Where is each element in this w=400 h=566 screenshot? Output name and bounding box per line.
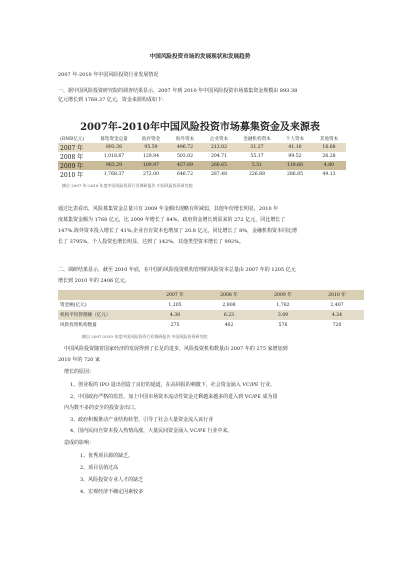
table2-header: 2008 年 xyxy=(220,293,238,298)
para3-line2: 增长到 2010 年的 2406 亿元。 xyxy=(58,278,130,284)
cell: 503.02 xyxy=(176,154,194,159)
row-year: 2008 年 xyxy=(60,154,84,161)
cell: 4.38 xyxy=(169,312,181,318)
cell: 1,018.67 xyxy=(103,154,125,159)
cell: 41.10 xyxy=(288,145,302,150)
cell: 204.71 xyxy=(210,154,228,159)
row-label: 风险投资机构数量 xyxy=(60,323,97,328)
table1-header: 海外资本 xyxy=(175,136,195,142)
section1-heading: 2007 年-2010 年中国风险投资行业发展情况 xyxy=(58,72,159,78)
table-row xyxy=(58,161,346,170)
cell: 118.66 xyxy=(286,163,304,168)
reason-item: 1、创业板的 IPO 退出创造了良好的通道，在高回报的刺激下，社会资金涌入 VC/PE 行业。 xyxy=(70,382,276,388)
cell: 646.72 xyxy=(176,172,194,177)
table2-source: 摘自 2007-2010 年度中国风险投资行业调研报告 中国风险投资研究院 xyxy=(82,334,208,339)
table1-source: 摘自 2007 年-2010 年度中国风险投资行业调研报告 中国风险投资研究院 xyxy=(62,183,193,188)
row-year: 2009 年 xyxy=(60,163,84,170)
reason-item: 内为数不多的安全的投资金出口。 xyxy=(64,405,140,411)
cell: 226.88 xyxy=(248,172,266,177)
para1-line1: 一、据中国风险投资研究院的调查结果显示，2007 年到 2010 年中国风险投资市场募集资金规模由 893.38 xyxy=(58,88,298,94)
table2-header: 2010 年 xyxy=(328,293,346,298)
cell: 26.28 xyxy=(322,154,336,159)
problem-item: 2、项目估值过高 xyxy=(80,465,119,471)
table2-header: 2007 年 xyxy=(166,293,184,298)
problem-item: 3、风险投资专业人才的缺乏 xyxy=(80,477,144,483)
row-year: 2010 年 xyxy=(60,172,84,179)
para1-line2: 亿元增长到 1768.37 亿元，资金来源构成如下： xyxy=(58,97,167,103)
cell: 1,205 xyxy=(168,302,182,308)
cell: 4.80 xyxy=(323,163,335,168)
cell: 287.48 xyxy=(210,172,228,177)
cell: 55.17 xyxy=(250,154,264,159)
para4-line2: 2010 年的 720 家 xyxy=(58,357,101,363)
table-row xyxy=(58,143,346,152)
table1-title: 2007年-2010年中国风险投资市场募集资金及来源表 xyxy=(80,122,320,133)
cell: 95.59 xyxy=(144,145,158,150)
capital-table xyxy=(58,290,364,330)
cell: 212.02 xyxy=(210,145,228,150)
table1-wrapper xyxy=(58,134,346,179)
problem-item: 1、优秀项目源的缺乏。 xyxy=(80,453,134,459)
growth-heading: 增长的原因： xyxy=(64,369,95,375)
cell: 3.09 xyxy=(277,312,289,318)
table-row xyxy=(58,152,346,161)
cell: 6.23 xyxy=(223,312,235,318)
table-row xyxy=(58,310,364,320)
para2-line2: 度募集资金额为 1768 亿元，比 2009 年增长了 84%，政府资金增长到原来的 272 亿元，同比增长了 xyxy=(58,217,286,223)
cell: 1,768.37 xyxy=(103,172,125,177)
cell: 272.00 xyxy=(142,172,160,177)
cell: 402 xyxy=(224,322,234,328)
cell: 16.68 xyxy=(322,145,336,150)
cell: 2,808 xyxy=(222,302,236,308)
cell: 31.27 xyxy=(250,145,264,150)
cell: 496.72 xyxy=(176,145,194,150)
cell: 5.51 xyxy=(251,163,263,168)
cell: 109.97 xyxy=(142,163,160,168)
cell: 129.94 xyxy=(142,154,160,159)
para2-line1: 通过比表看出，风险募集资金总量只有 2009 年金额出现略有所减弱，其他年份增长明显，2010 年 xyxy=(58,206,279,212)
table-row xyxy=(58,170,346,179)
para2-line3: 147%.海外资本投入增长了 41%,企业自有资本也增加了 20.8 亿元，同比增长了 8%，金融机构资本同比增 xyxy=(58,228,298,234)
para2-line4: 长了 3795%，个人投资也增长明显，达到了 142%，其他类型资本增长了 992%。 xyxy=(58,239,244,245)
para3-line1: 二、调研结果显示，截至 2010 年底，在中国的风险投资机构管理的风险资本总量由 2007 年的 1205 亿元 xyxy=(58,267,296,273)
row-year: 2007 年 xyxy=(60,145,84,152)
cell: 286.85 xyxy=(286,172,304,177)
cell: 275 xyxy=(170,322,180,328)
cell: 893.38 xyxy=(105,145,123,150)
cell: 576 xyxy=(278,322,288,328)
cell: 720 xyxy=(332,322,342,328)
para4-line1: 中国风险投资随着国家经济的发展得到了长足的进步，风险投资机构数量由 2007 年的 275 家增加到 xyxy=(64,346,288,352)
problems-heading: 造成的影响： xyxy=(64,440,95,446)
table1-header: (RMB亿元) xyxy=(60,136,85,142)
table2-header: 2009 年 xyxy=(274,293,292,298)
cell: 1,782 xyxy=(276,302,290,308)
reason-item: 3、政府积极推动产业结构转型，引导了社会大量资金流入该行业 xyxy=(70,417,214,423)
table2-header xyxy=(58,290,148,300)
table1-header: 个人资本 xyxy=(285,136,305,142)
cell: 457.69 xyxy=(176,163,194,168)
cell: 99.52 xyxy=(288,154,302,159)
table1-header: 政府资金 xyxy=(141,136,161,142)
table2-wrapper xyxy=(58,290,364,330)
row-label: 机构平均管理额（亿元） xyxy=(60,313,111,318)
cell: 2,407 xyxy=(330,302,344,308)
cell: 49.13 xyxy=(322,172,336,177)
table2-header-row xyxy=(58,290,364,300)
document-title: 中国风险投资市场的发展现状和发展趋势 xyxy=(149,54,251,60)
problem-item: 4、宏观经济不确定因素较多 xyxy=(80,489,144,495)
cell: 266.65 xyxy=(210,163,228,168)
row-label: 资金额(亿元) xyxy=(60,303,87,308)
table-row xyxy=(58,300,364,310)
cell: 4.24 xyxy=(331,312,343,318)
table1-header: 其他资本 xyxy=(319,136,339,142)
table-row xyxy=(58,320,364,330)
table1-header: 募集资金总量 xyxy=(100,136,128,142)
table1-header: 金融机构资本 xyxy=(243,136,271,142)
fundraising-table xyxy=(58,134,346,179)
cell: 963.29 xyxy=(105,163,123,168)
reason-item: 2、中国政府严格的监管。加上中国市场资本流动性资金过剩越来越多的进入到 VC/PE 成为国 xyxy=(70,394,278,400)
reason-item: 4、国内民间自资本投入热情高涨，大量民间资金涌入 VC/PE 行业中来。 xyxy=(70,428,233,434)
table1-header: 企业资本 xyxy=(209,136,229,142)
table1-header-row xyxy=(58,134,346,143)
